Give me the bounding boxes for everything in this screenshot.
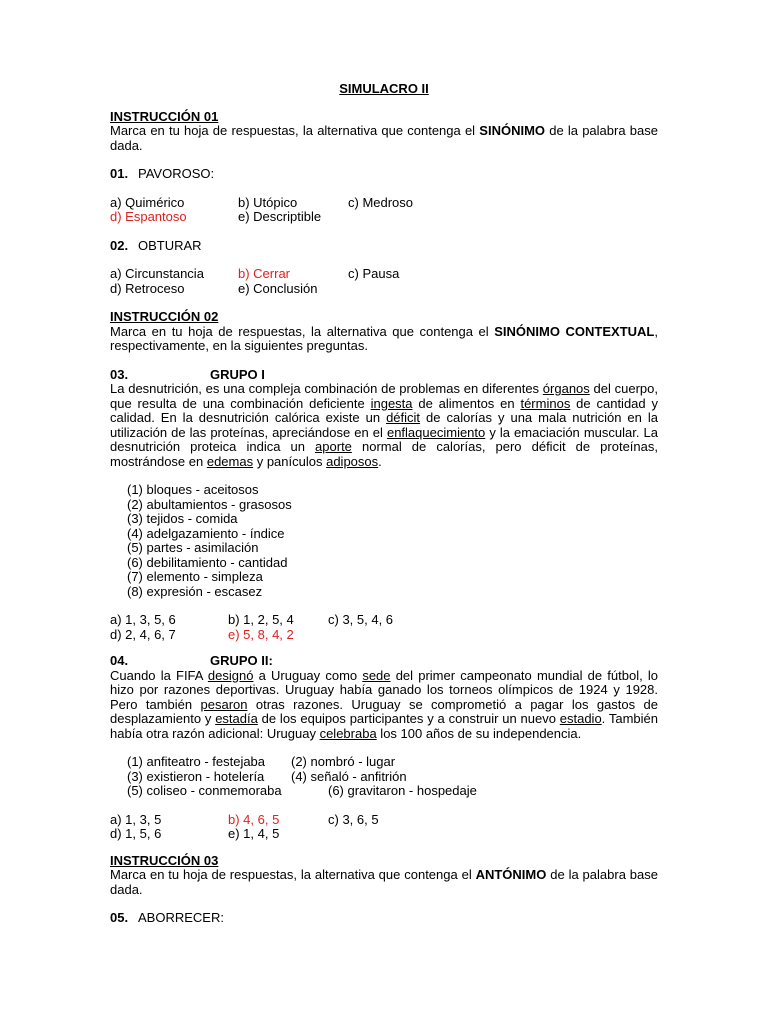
question-04-options-row2 <box>110 827 658 842</box>
question-01-number: 01. <box>110 166 129 181</box>
instruction-02-text-line2: respectivamente, en la siguientes preguntas. <box>110 338 368 353</box>
list-item: (5) partes - asimilación <box>127 540 259 555</box>
underlined-word: ingesta <box>370 395 413 411</box>
list-item: (3) tejidos - comida <box>127 511 238 526</box>
list-item: (6) debilitamiento - cantidad <box>127 554 288 570</box>
instruction-02-comma: , <box>654 323 658 339</box>
question-05 <box>110 911 658 926</box>
instruction-01-text: Marca en tu hoja de respuestas, la alternativa que contenga el <box>110 123 476 138</box>
question-01-options-row2 <box>110 210 658 225</box>
list-item: (1) anfiteatro - festejaba <box>127 754 266 769</box>
instruction-02-heading: INSTRUCCIÓN 02 <box>110 309 219 324</box>
instruction-01-text-line1 <box>110 124 658 139</box>
q03-option-c: c) 3, 5, 4, 6 <box>328 612 394 627</box>
instruction-02-text-line1 <box>110 325 658 340</box>
question-02 <box>110 239 658 254</box>
instruction-01-text-b: de la palabra base <box>549 123 658 138</box>
question-04-list <box>127 755 658 799</box>
list-item: (5) coliseo - conmemoraba <box>127 783 282 798</box>
instruction-03-keyword: ANTÓNIMO <box>475 867 547 882</box>
underlined-word: adiposos <box>326 453 379 469</box>
underlined-word: celebraba <box>319 725 377 741</box>
question-01-word: PAVOROSO: <box>138 166 215 181</box>
question-03-paragraph: La desnutrición, es una compleja combinación de problemas en diferentes órganos del cuerpo, que resulta de una combinación deficiente ingesta de alimentos en términos de cantidad y calidad. En la desnutrición calórica existe un déficit de calorías y una mala nutrición en la utilización de las proteínas, apreciándose en el enflaquecimiento y la emaciación muscular. La desnutrición proteica indica un aporte normal de calorías, pero déficit de proteínas, mostrándose en edemas y panículos adiposos. <box>110 381 658 469</box>
q03-option-e: e) 5, 8, 4, 2 <box>228 626 294 642</box>
list-item: (4) adelgazamiento - índice <box>127 525 285 541</box>
q04-option-c: c) 3, 6, 5 <box>328 811 379 827</box>
question-03-list <box>127 483 658 599</box>
underlined-word: pesaron <box>200 696 248 712</box>
question-05-number: 05. <box>110 910 129 925</box>
underlined-word: estadía <box>215 711 258 726</box>
q02-option-b: b) Cerrar <box>238 266 291 281</box>
q04-option-e: e) 1, 4, 5 <box>228 826 280 841</box>
list-item: (3) existieron - hotelería <box>127 768 265 784</box>
instruction-01-text-line2: dada. <box>110 137 143 153</box>
instruction-03-text-line1 <box>110 868 658 883</box>
question-04 <box>110 654 658 669</box>
underlined-word: términos <box>520 395 571 411</box>
underlined-word: aporte <box>315 439 352 454</box>
question-02-word: OBTURAR <box>138 237 202 253</box>
question-05-word: ABORRECER: <box>138 910 224 925</box>
q04-option-d: d) 1, 5, 6 <box>110 826 162 841</box>
question-04-paragraph: Cuando la FIFA designó a Uruguay como sede del primer campeonato mundial de fútbol, lo hizo por razones deportivas. Uruguay había ganado los torneos olímpicos de 1924 y 1928. Pero también pesaron otras razones. Uruguay se comprometió a pagar los gastos de desplazamiento y estadía de los equipos participantes y a construir un nuevo estadio. También había otra razón adicional: Uruguay celebraba los 100 años de su independencia. <box>110 667 659 741</box>
underlined-word: órganos <box>542 381 590 396</box>
instruction-03-text: Marca en tu hoja de respuestas, la alternativa que contenga el <box>110 867 472 882</box>
instruction-03-heading: INSTRUCCIÓN 03 <box>110 852 219 868</box>
q01-option-e: e) Descriptible <box>238 209 322 224</box>
question-02-options-row2 <box>110 282 658 297</box>
instruction-01-keyword: SINÓNIMO <box>479 123 546 138</box>
q01-option-a: a) Quimérico <box>110 194 185 210</box>
instruction-03-text-line2: dada. <box>110 881 143 897</box>
underlined-word: edemas <box>206 453 254 469</box>
q02-option-d: d) Retroceso <box>110 280 185 296</box>
list-item: (7) elemento - simpleza <box>127 569 263 584</box>
question-04-group: GRUPO II: <box>210 653 273 668</box>
q01-option-d: d) Espantoso <box>110 209 187 224</box>
q02-option-c: c) Pausa <box>348 266 400 281</box>
question-04-number: 04. <box>110 653 129 668</box>
instruction-01-heading: INSTRUCCIÓN 01 <box>110 108 219 124</box>
question-01 <box>110 167 658 182</box>
underlined-word: sede <box>362 667 391 683</box>
q03-option-d: d) 2, 4, 6, 7 <box>110 626 176 642</box>
underlined-word: designó <box>207 667 254 683</box>
list-item: (4) señaló - anfitrión <box>291 768 407 784</box>
underlined-word: déficit <box>386 410 421 425</box>
underlined-word: estadio <box>559 711 602 726</box>
question-04-options-row1 <box>110 813 658 828</box>
question-03-number: 03. <box>110 366 129 382</box>
instruction-02-text: Marca en tu hoja de respuestas, la alternativa que contenga el <box>110 323 489 339</box>
question-03 <box>110 368 658 383</box>
underlined-word: enflaquecimiento <box>386 424 486 440</box>
q02-option-a: a) Circunstancia <box>110 266 204 281</box>
question-02-number: 02. <box>110 237 129 253</box>
list-item: (8) expresión - escasez <box>127 583 263 599</box>
list-item: (1) bloques - aceitosos <box>127 482 259 497</box>
question-01-options-row1 <box>110 196 658 211</box>
q04-option-a: a) 1, 3, 5 <box>110 811 162 827</box>
q03-option-b: b) 1, 2, 5, 4 <box>228 612 294 627</box>
question-03-group: GRUPO I <box>210 366 265 382</box>
instruction-02-keyword: SINÓNIMO CONTEXTUAL <box>494 323 655 339</box>
instruction-03-text-b: de la palabra base <box>550 867 658 882</box>
question-02-options-row1 <box>110 267 658 282</box>
q04-option-b: b) 4, 6, 5 <box>228 811 280 827</box>
q03-option-a: a) 1, 3, 5, 6 <box>110 612 176 627</box>
list-item: (6) gravitaron - hospedaje <box>328 783 477 798</box>
page-title: SIMULACRO II <box>339 81 429 96</box>
q01-option-b: b) Utópico <box>238 194 298 210</box>
q01-option-c: c) Medroso <box>348 194 414 210</box>
question-03-options-row2 <box>110 628 658 643</box>
question-03-options-row1 <box>110 613 658 628</box>
list-item: (2) nombró - lugar <box>291 754 396 769</box>
q02-option-e: e) Conclusión <box>238 280 318 296</box>
document-content <box>110 82 658 926</box>
list-item: (2) abultamientos - grasosos <box>127 496 292 512</box>
